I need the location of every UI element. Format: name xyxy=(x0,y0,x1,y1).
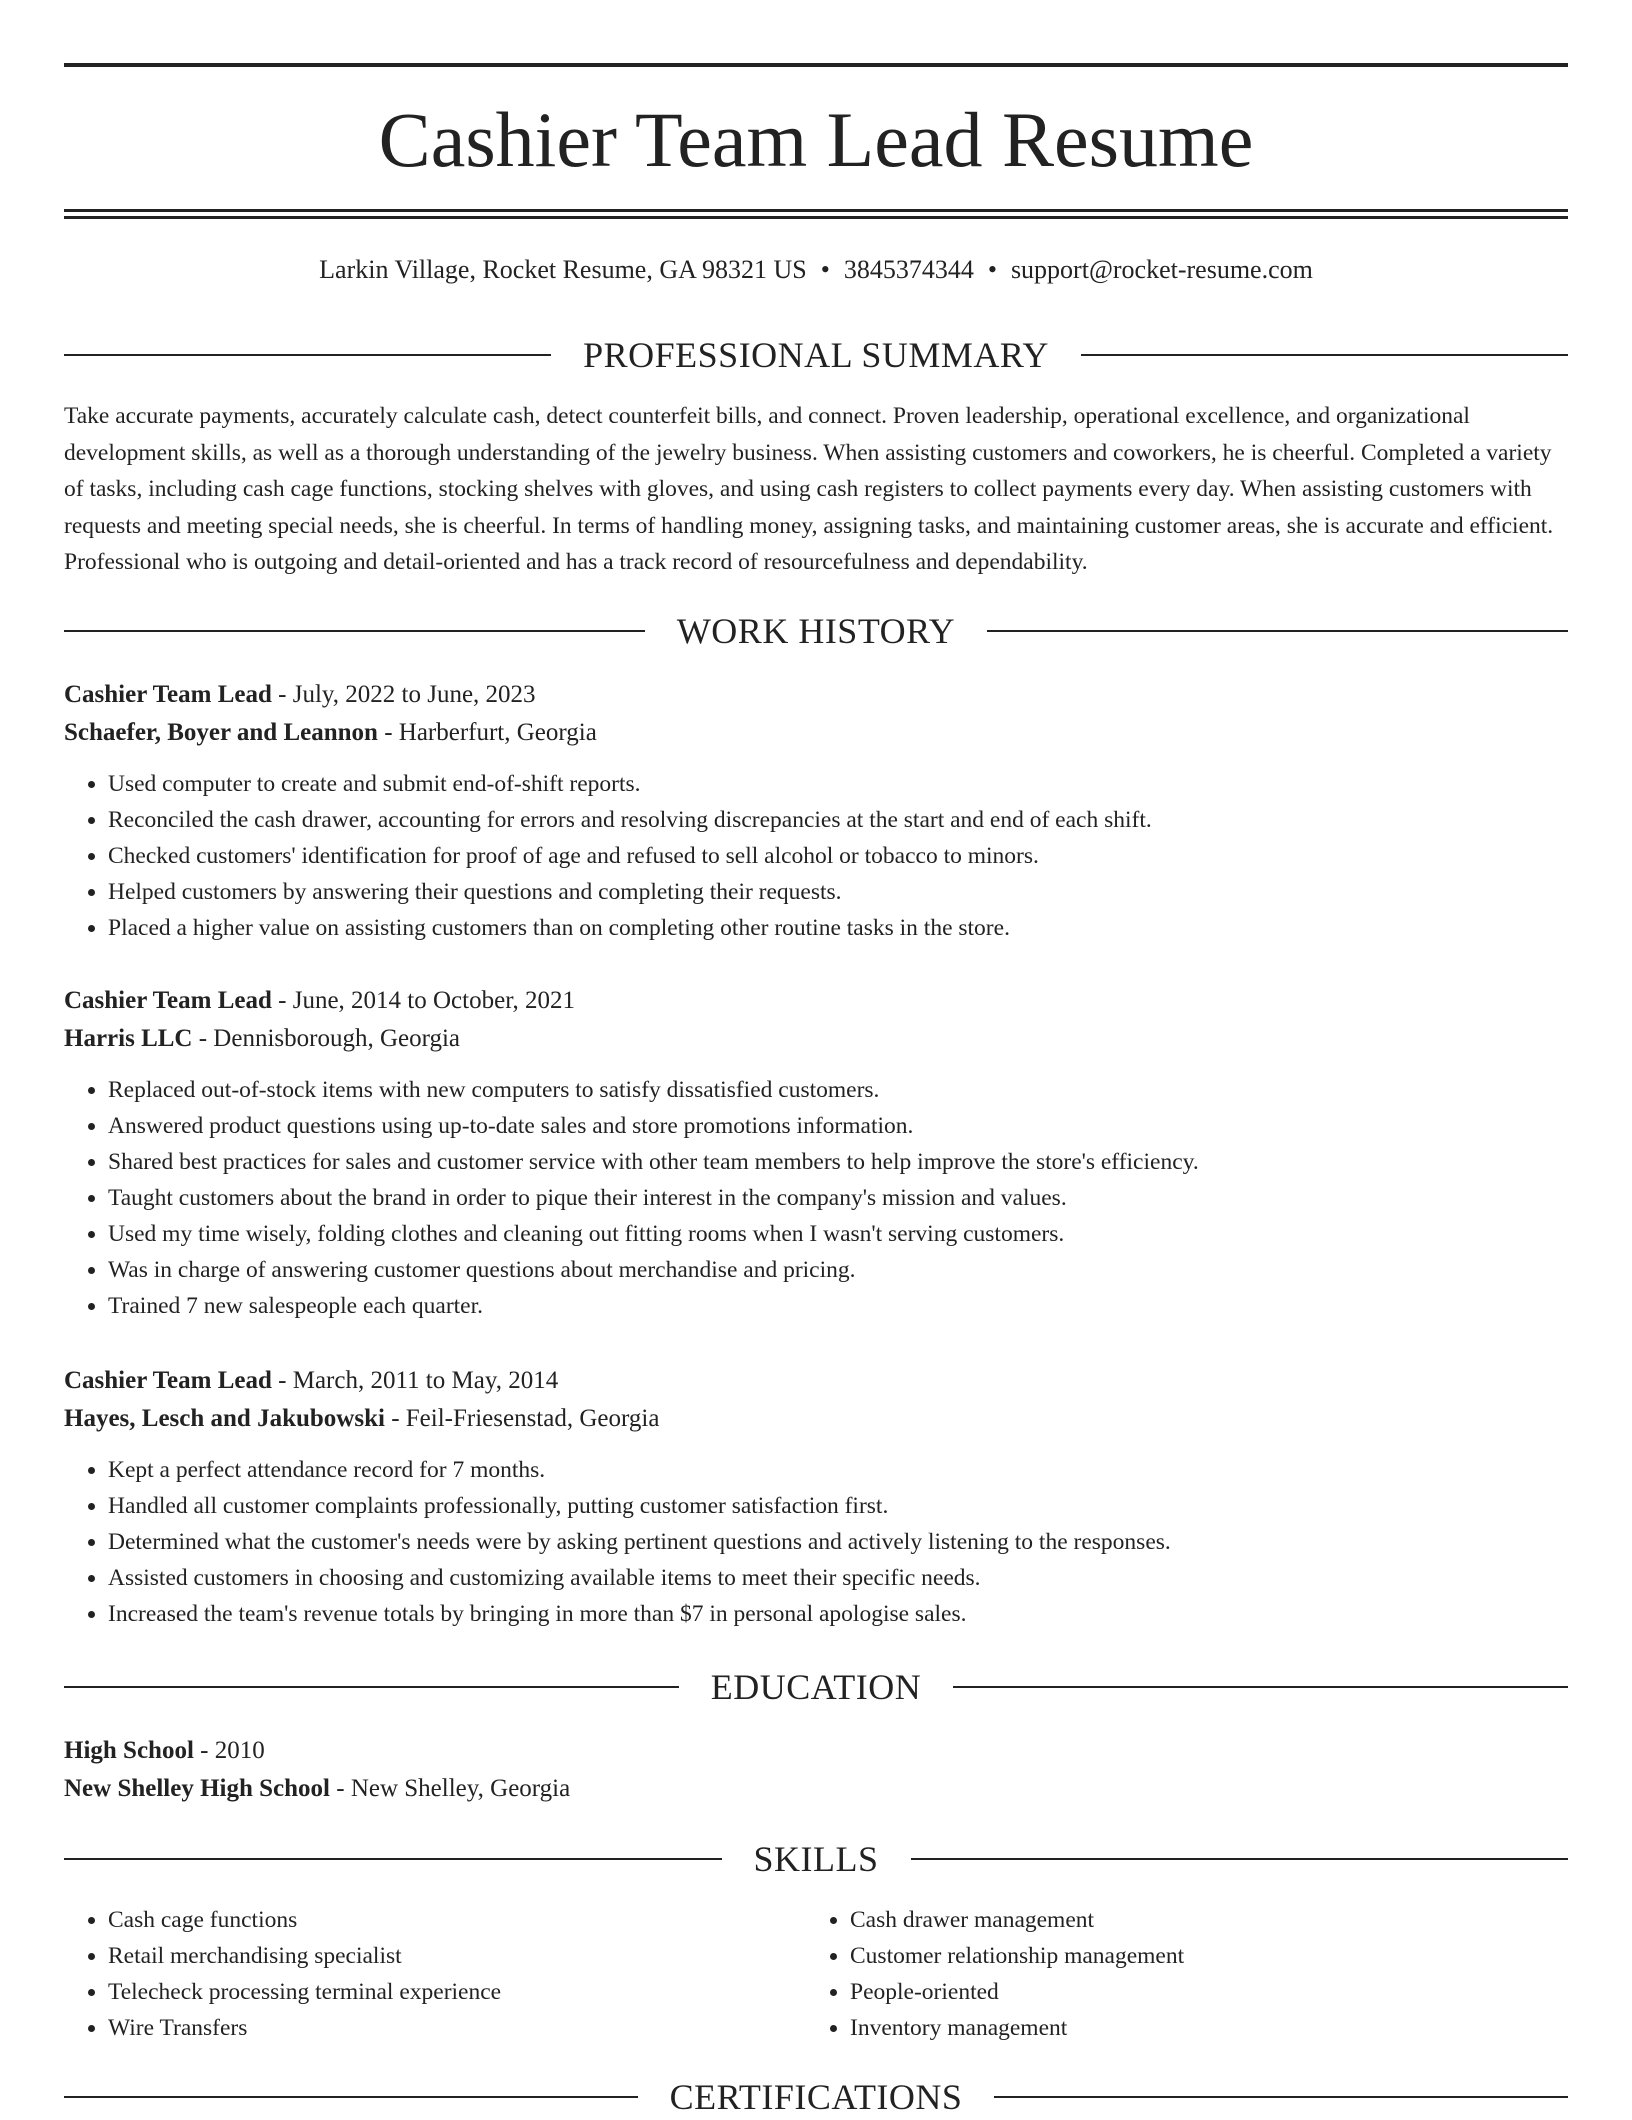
list-item: • Checked customers' identification for proof of age and refused to sell alcohol or tobacco to minors. xyxy=(108,838,1568,874)
contact-phone: 3845374344 xyxy=(843,255,974,284)
header-top-rule xyxy=(64,63,1568,67)
job-company-line xyxy=(64,1400,1568,1438)
education-degree-line xyxy=(64,1732,1568,1770)
skill-item: • Cash drawer management xyxy=(850,1902,1548,1938)
job-location: - Harberfurt, Georgia xyxy=(377,719,597,746)
contact-address: Larkin Village, Rocket Resume, GA 98321 US xyxy=(319,255,807,284)
contact-separator: • xyxy=(987,255,997,284)
job-company-line xyxy=(64,714,1568,752)
job-title-line xyxy=(64,1362,1568,1400)
job-title: Cashier Team Lead xyxy=(64,1367,272,1394)
education-degree: High School xyxy=(64,1737,194,1764)
list-item: • Increased the team's revenue totals by bringing in more than $7 in personal apologise sales. xyxy=(108,1596,1568,1632)
job-company-line xyxy=(64,1020,1568,1058)
list-item: • Determined what the customer's needs were by asking pertinent questions and actively listening to the responses. xyxy=(108,1524,1568,1560)
skills-column-left xyxy=(64,1902,806,2046)
job-company: Schaefer, Boyer and Leannon xyxy=(64,719,378,746)
skill-item: • Inventory management xyxy=(850,2010,1548,2046)
skill-item: • Telecheck processing terminal experience xyxy=(108,1974,806,2010)
education-year: - 2010 xyxy=(193,1737,265,1764)
skill-item: • Cash cage functions xyxy=(108,1902,806,1938)
heading-rule xyxy=(64,1858,722,1860)
contact-separator: • xyxy=(820,255,830,284)
list-item: • Answered product questions using up-to-date sales and store promotions information. xyxy=(108,1108,1568,1144)
section-heading-work-history xyxy=(64,608,1568,654)
job-entry xyxy=(64,1362,1568,1632)
list-item: • Assisted customers in choosing and customizing available items to meet their specific needs. xyxy=(108,1560,1568,1596)
skill-item: • Retail merchandising specialist xyxy=(108,1938,806,1974)
skills-column-right xyxy=(806,1902,1548,2046)
list-item: • Replaced out-of-stock items with new computers to satisfy dissatisfied customers. xyxy=(108,1072,1568,1108)
skill-item: • Customer relationship management xyxy=(850,1938,1548,1974)
section-heading-certifications xyxy=(64,2074,1568,2120)
summary-paragraph: Take accurate payments, accurately calculate cash, detect counterfeit bills, and connect. Proven leadership, operational excellence, and organizational development skills, as well as a thorough understanding of the jewelry business. When assisting customers and coworkers, he is cheerful. Completed a variety of tasks, including cash cage functions, stocking shelves with gloves, and using cash registers to collect payments every day. When assisting customers with requests and meeting special needs, she is cheerful. In terms of handling money, assigning tasks, and maintaining customer areas, she is accurate and efficient. Professional who is outgoing and detail-oriented and has a track record of resourcefulness and dependability. xyxy=(64,403,1554,575)
job-title: Cashier Team Lead xyxy=(64,987,272,1014)
job-duties-list xyxy=(64,1452,1568,1632)
heading-rule xyxy=(911,1858,1569,1860)
section-title: SKILLS xyxy=(753,1839,879,1879)
heading-rule xyxy=(987,630,1568,632)
skill-item: • People-oriented xyxy=(850,1974,1548,2010)
list-item: • Trained 7 new salespeople each quarter. xyxy=(108,1288,1568,1324)
job-entry xyxy=(64,676,1568,946)
contact-email[interactable]: support@rocket-resume.com xyxy=(1010,255,1313,284)
heading-rule xyxy=(64,1686,679,1688)
list-item: • Taught customers about the brand in order to pique their interest in the company's mission and values. xyxy=(108,1180,1568,1216)
education-school: New Shelley High School xyxy=(64,1775,330,1802)
section-title: EDUCATION xyxy=(710,1667,922,1707)
list-item: • Used my time wisely, folding clothes and cleaning out fitting rooms when I wasn't serving customers. xyxy=(108,1216,1568,1252)
job-location: - Feil-Friesenstad, Georgia xyxy=(384,1405,660,1432)
header-double-rule-upper xyxy=(64,209,1568,212)
job-company: Hayes, Lesch and Jakubowski xyxy=(64,1405,385,1432)
section-heading-education xyxy=(64,1664,1568,1710)
section-title: PROFESSIONAL SUMMARY xyxy=(583,335,1049,375)
list-item: • Kept a perfect attendance record for 7 months. xyxy=(108,1452,1568,1488)
header-double-rule-lower xyxy=(64,216,1568,219)
heading-rule xyxy=(994,2096,1568,2098)
list-item: • Reconciled the cash drawer, accounting for errors and resolving discrepancies at the start and end of each shift. xyxy=(108,802,1568,838)
job-title: Cashier Team Lead xyxy=(64,681,272,708)
skill-item: • Wire Transfers xyxy=(108,2010,806,2046)
job-location: - Dennisborough, Georgia xyxy=(192,1025,461,1052)
section-heading-summary xyxy=(64,332,1568,378)
job-dates: - June, 2014 to October, 2021 xyxy=(271,987,576,1014)
job-dates: - July, 2022 to June, 2023 xyxy=(271,681,536,708)
contact-line xyxy=(64,252,1568,288)
section-title: CERTIFICATIONS xyxy=(669,2077,963,2117)
page-title: Cashier Team Lead Resume xyxy=(378,96,1254,183)
heading-rule xyxy=(64,354,551,356)
heading-rule xyxy=(1081,354,1568,356)
list-item: • Placed a higher value on assisting customers than on completing other routine tasks in the store. xyxy=(108,910,1568,946)
job-dates: - March, 2011 to May, 2014 xyxy=(271,1367,559,1394)
education-entry xyxy=(64,1732,1568,1808)
list-item: • Helped customers by answering their questions and completing their requests. xyxy=(108,874,1568,910)
job-entry xyxy=(64,982,1568,1324)
list-item: • Shared best practices for sales and customer service with other team members to help improve the store's efficiency. xyxy=(108,1144,1568,1180)
job-company: Harris LLC xyxy=(64,1025,193,1052)
job-title-line xyxy=(64,982,1568,1020)
job-title-line xyxy=(64,676,1568,714)
list-item: • Handled all customer complaints professionally, putting customer satisfaction first. xyxy=(108,1488,1568,1524)
heading-rule xyxy=(64,2096,638,2098)
skills-grid xyxy=(64,1902,1568,2046)
list-item: • Used computer to create and submit end-of-shift reports. xyxy=(108,766,1568,802)
education-location: - New Shelley, Georgia xyxy=(330,1775,571,1802)
section-title: WORK HISTORY xyxy=(676,611,956,651)
list-item: • Was in charge of answering customer questions about merchandise and pricing. xyxy=(108,1252,1568,1288)
job-duties-list xyxy=(64,766,1568,946)
heading-rule xyxy=(953,1686,1568,1688)
section-heading-skills xyxy=(64,1836,1568,1882)
heading-rule xyxy=(64,630,645,632)
education-school-line xyxy=(64,1770,1568,1808)
job-duties-list xyxy=(64,1072,1568,1324)
